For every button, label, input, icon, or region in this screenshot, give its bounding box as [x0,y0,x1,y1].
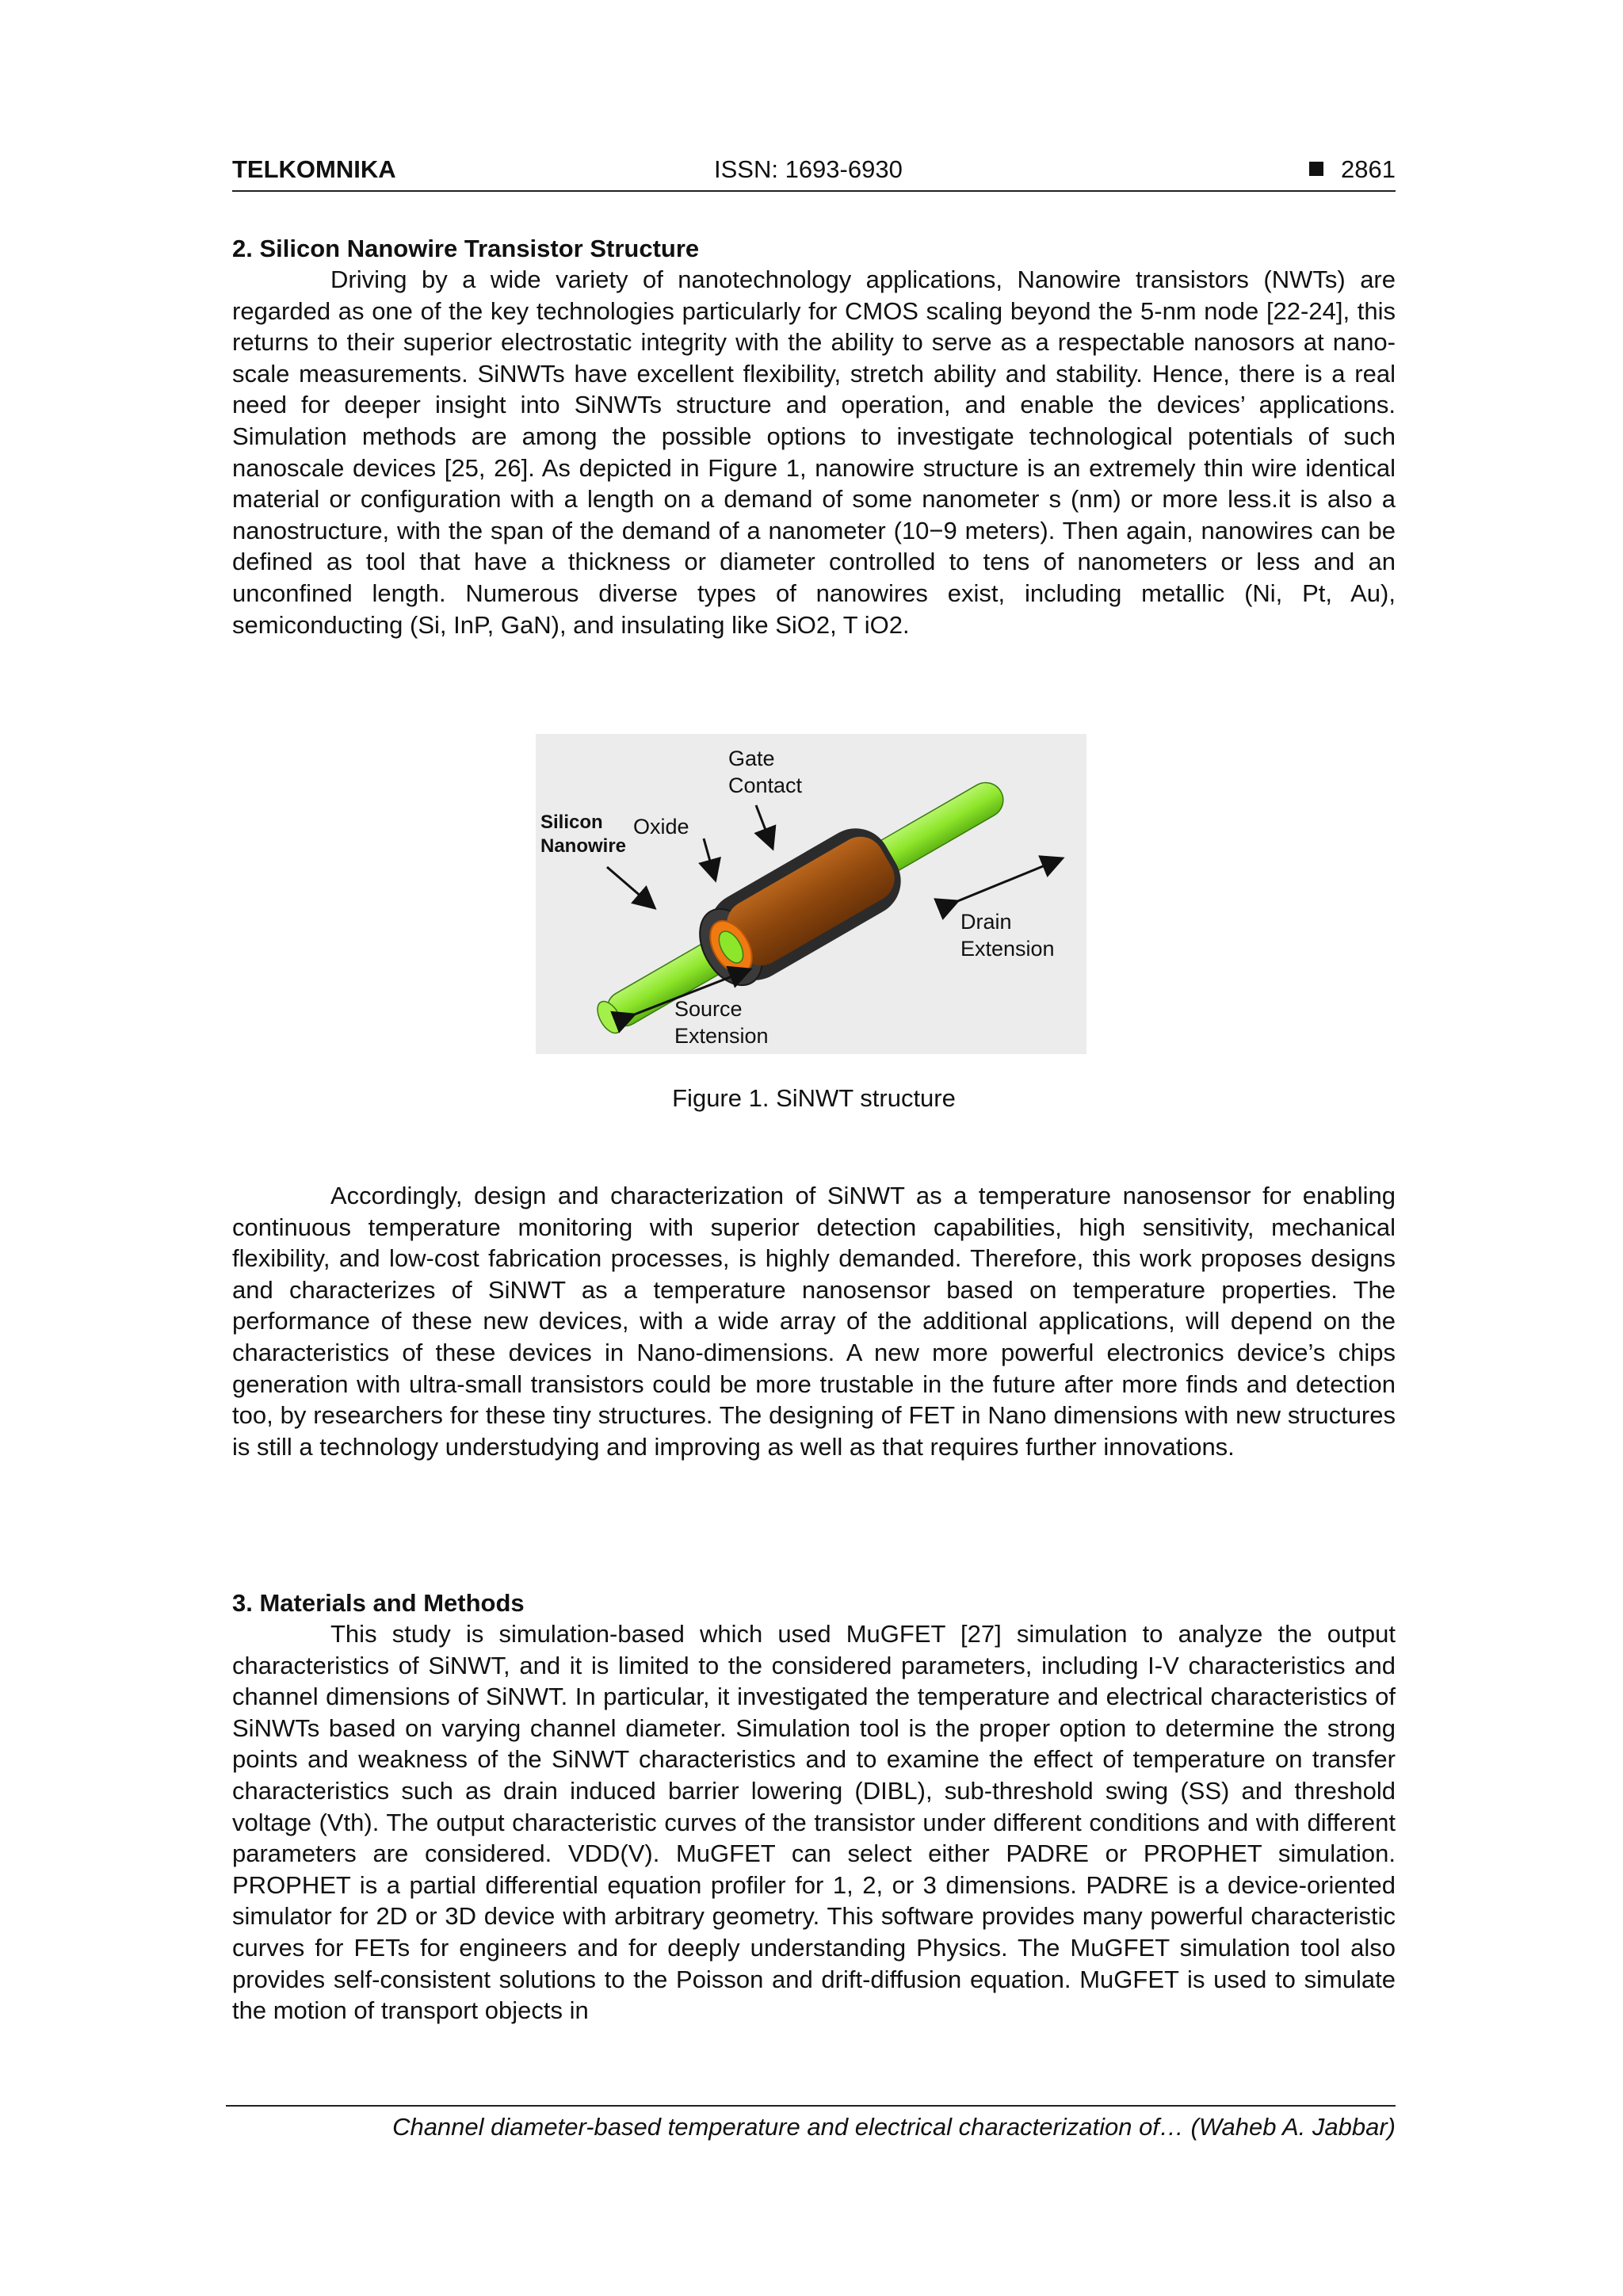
section-2-heading: 2. Silicon Nanowire Transistor Structure [232,235,700,262]
source-label-line2: Extension [674,1024,769,1048]
page-number [1309,155,1396,184]
section-3-heading: 3. Materials and Methods [232,1589,525,1617]
figure-1-sinwt-diagram [536,734,1086,1054]
drain-label-line2: Extension [960,937,1055,961]
square-bullet-icon [1309,162,1323,176]
figure-1-caption: Figure 1. SiNWT structure [672,1084,956,1112]
oxide-arrow [704,839,715,878]
drain-label-line1: Drain [960,910,1012,934]
silicon-label-line2: Nanowire [540,835,627,857]
section-3-paragraph-1: This study is simulation-based which used MuGFET [27] simulation to analyze the output characteristics of SiNWT, and it is limited to the considered parameters, including I-V characteristics and channel dimensions of SiNWT. In particular, it investigated the temperature and electrical characteristics of SiNWTs based on varying channel diameter. Simulation tool is the proper option to determine the strong points and weakness of the SiNWT characteristics and to examine the effect of temperature on transfer characteristics such as drain induced barrier lowering (DIBL), sub-threshold swing (SS) and threshold voltage (Vth). The output characteristic curves of the transistor under different conditions and with different parameters are considered. VDD(V). MuGFET can select either PADRE or PROPHET simulation. PROPHET is a partial differential equation profiler for 1, 2, or 3 dimensions. PADRE is a device-oriented simulator for 2D or 3D device with arbitrary geometry. This software provides many powerful characteristic curves for FETs for engineers and for deeply understanding Physics. The MuGFET simulation tool also provides self-consistent solutions to the Poisson and drift-diffusion equation. MuGFET is used to simulate the motion of transport objects in [232,1620,1396,2025]
silicon-nanowire-arrow [607,867,653,907]
drain-extension-arrow [956,859,1060,902]
running-footer [226,2105,1396,2154]
gate-label-line2: Contact [728,774,803,797]
sinwt-structure-illustration [536,734,1086,1054]
gate-contact-arrow [756,805,772,846]
footer-citation: Channel diameter-based temperature and electrical characterization of… (Waheb A. Jabbar) [392,2113,1396,2141]
journal-name: TELKOMNIKA [232,155,396,183]
section-2-paragraph-1: Driving by a wide variety of nanotechnology applications, Nanowire transistors (NWTs) are regarded as one of the key technologies particularly for CMOS scaling beyond the 5-nm node [22-24], this returns to their superior electrostatic integrity with the ability to serve as a respectable nanosors at nano-scale measurements. SiNWTs have excellent flexibility, stretch ability and stability. Hence, there is a real need for deeper insight into SiNWTs structure and operation, and enable the devices’ applications. Simulation methods are among the possible options to investigate technological potentials of such nanoscale devices [25, 26]. As depicted in Figure 1, nanowire structure is an extremely thin wire identical material or configuration with a length on a demand of some nanometer s (nm) or more less.it is also a nanostructure, with the span of the demand of a nanometer (10−9 meters). Then again, nanowires can be defined as tool that have a thickness or diameter controlled to tens of nanometers or less and an unconfined length. Numerous diverse types of nanowires exist, including metallic (Ni, Pt, Au), semiconducting (Si, InP, GaN), and insulating like SiO2, T iO2. [232,266,1396,639]
page-number-text: 2861 [1341,155,1396,183]
oxide-label: Oxide [633,815,689,839]
source-label-line1: Source [674,997,743,1021]
running-header [232,155,1396,192]
section-2-paragraph-2: Accordingly, design and characterization of SiNWT as a temperature nanosensor for enabling continuous temperature monitoring with superior detection capabilities, high sensitivity, mechanical flexibility, and low-cost fabrication processes, is highly demanded. Therefore, this work proposes designs and characterizes of SiNWT as a temperature nanosensor based on temperature properties. The performance of these new devices, with a wide array of the additional applications, will depend on the characteristics of these devices in Nano-dimensions. A new more powerful electronics device’s chips generation with ultra-small transistors could be more trustable in the future after more finds and detection too, by researchers for these tiny structures. The designing of FET in Nano dimensions with new structures is still a technology understudying and improving as well as that requires further innovations. [232,1182,1396,1461]
gate-label-line1: Gate [728,747,775,770]
silicon-label-line1: Silicon [540,812,603,833]
issn: ISSN: 1693-6930 [714,155,903,183]
